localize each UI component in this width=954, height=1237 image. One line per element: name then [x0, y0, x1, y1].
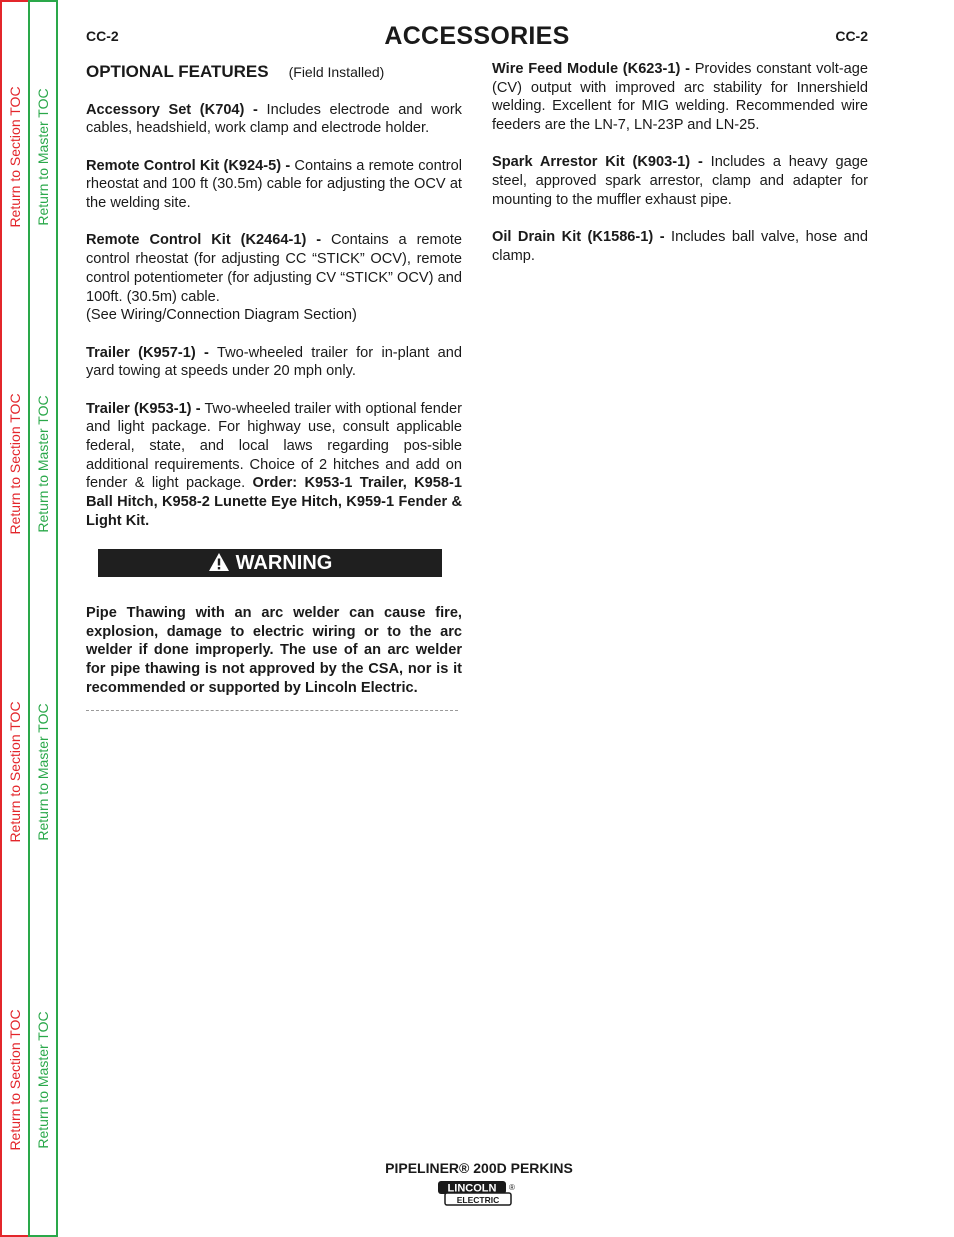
return-to-section-toc-link[interactable]: Return to Section TOC — [7, 86, 23, 228]
logo-top-text: LINCOLN — [447, 1182, 497, 1195]
page-title: ACCESSORIES — [384, 22, 570, 50]
return-to-section-toc-link[interactable]: Return to Section TOC — [7, 701, 23, 843]
item-desc: Two-wheeled trailer with optional fender and light package. For highway use, consult applicable federal, state, and local laws regarding pos-sible additional requirements. Choice of 2 hitches and add on fender & light package. — [86, 400, 462, 492]
accessory-item — [86, 344, 462, 381]
accessory-item — [86, 231, 462, 325]
item-desc: Includes a heavy gage steel, approved spark arrestor, clamp and adapter for mounting to the muffler exhaust pipe. — [492, 154, 868, 208]
section-subheading: (Field Installed) — [288, 64, 385, 80]
return-to-section-toc-link[interactable]: Return to Section TOC — [7, 393, 23, 535]
warning-text: Pipe Thawing with an arc welder can cause fire, explosion, damage to electric wiring or to the arc welder if done improperly. The use of an arc welder for pipe thawing is not approved by the CSA, nor is it recommended or supported by Lincoln Electric. — [86, 605, 462, 696]
item-name: Remote Control Kit (K2464-1) - — [86, 232, 322, 249]
item-desc: Provides constant volt-age (CV) output with improved arc stability for Innershield welding. Excellent for MIG welding. Recommended wire feeders are the LN-7, LN-23P and LN-25. — [492, 61, 869, 134]
logo-registered-mark: ® — [509, 1183, 515, 1192]
warning-banner — [98, 549, 442, 577]
left-column — [86, 63, 462, 711]
item-name: Trailer (K953-1) - — [86, 400, 201, 417]
return-to-master-toc-link[interactable]: Return to Master TOC — [35, 703, 51, 841]
accessory-item — [492, 153, 868, 209]
right-column — [492, 60, 868, 284]
item-note: (See Wiring/Connection Diagram Section) — [86, 307, 357, 324]
item-name: Accessory Set (K704) - — [86, 101, 258, 118]
item-desc: Two-wheeled trailer for in-plant and yard towing at speeds under 20 mph only. — [86, 344, 462, 380]
divider — [86, 710, 458, 711]
item-name: Oil Drain Kit (K1586-1) - — [492, 229, 665, 246]
item-name: Wire Feed Module (K623-1) - — [492, 61, 690, 77]
return-to-master-toc-link[interactable]: Return to Master TOC — [35, 88, 51, 226]
return-to-master-toc-link[interactable]: Return to Master TOC — [35, 395, 51, 533]
logo-bottom-text: ELECTRIC — [456, 1195, 500, 1205]
accessory-item — [86, 400, 462, 531]
warning-label: WARNING — [235, 552, 333, 575]
item-name: Trailer (K957-1) - — [86, 344, 209, 361]
item-name: Remote Control Kit (K924-5) - — [86, 157, 291, 174]
lincoln-electric-logo — [437, 1180, 517, 1207]
return-to-master-toc-link[interactable]: Return to Master TOC — [35, 1011, 51, 1149]
accessory-item — [492, 60, 868, 135]
item-desc: Includes ball valve, hose and clamp. — [492, 229, 869, 264]
item-desc: Includes electrode and work cables, headshield, work clamp and electrode holder. — [86, 101, 462, 137]
section-heading-text: OPTIONAL FEATURES — [86, 62, 269, 81]
accessory-item — [86, 157, 462, 213]
accessory-item — [492, 228, 868, 265]
master-toc-tab — [28, 0, 58, 1237]
page-code-left: CC-2 — [86, 28, 119, 44]
section-toc-tab — [0, 0, 30, 1237]
item-order: Order: K953-1 Trailer, K958-1 Ball Hitch, K958-2 Lunette Eye Hitch, K959-1 Fender & Light Kit. — [86, 475, 462, 529]
section-heading — [86, 63, 462, 82]
accessory-item — [86, 101, 462, 138]
page-code-right: CC-2 — [835, 28, 868, 44]
item-desc: Contains a remote control rheostat and 100 ft (30.5m) cable for adjusting the OCV at the welding site. — [86, 157, 463, 212]
item-desc: Contains a remote control rheostat (for adjusting CC “STICK” OCV), remote control potentiometer (for adjusting CV “STICK” OCV) and 100ft. (30.5m) cable. — [86, 232, 462, 305]
warning-triangle-icon — [208, 552, 230, 580]
item-name: Spark Arrestor Kit (K903-1) - — [492, 154, 703, 171]
return-to-section-toc-link[interactable]: Return to Section TOC — [7, 1009, 23, 1151]
product-model: PIPELINER® 200D PERKINS — [385, 1160, 573, 1176]
